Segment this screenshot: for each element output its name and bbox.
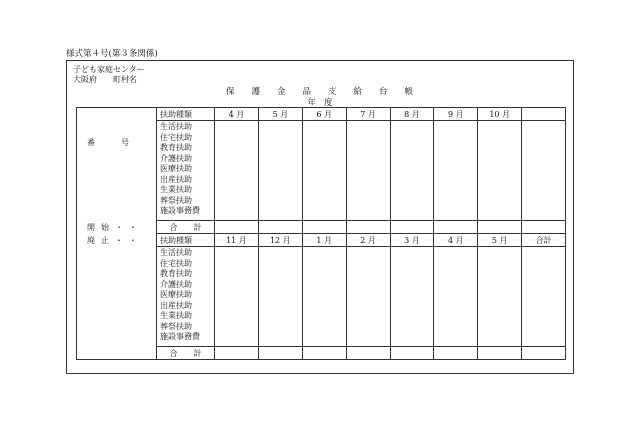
ledger-table — [76, 107, 566, 360]
amount-cell[interactable] — [434, 247, 478, 347]
aid-item: 葬祭扶助 — [160, 321, 192, 331]
total-cell[interactable] — [522, 221, 566, 234]
month-header: 5 月 — [258, 108, 302, 121]
title-char: 護 — [251, 87, 261, 97]
total-cell[interactable] — [390, 347, 434, 360]
items-row-first — [77, 121, 566, 221]
title-char: 金 — [276, 87, 287, 97]
total-row-first — [77, 221, 566, 234]
aid-item: 介護扶助 — [160, 279, 192, 289]
month-header: 6 月 — [302, 108, 346, 121]
category-header: 扶助種類 — [157, 108, 215, 121]
aid-item: 生業扶助 — [160, 185, 192, 194]
month-header — [522, 108, 566, 121]
aid-item: 生活扶助 — [160, 122, 192, 131]
aid-item: 生業扶助 — [160, 311, 192, 320]
total-cell[interactable] — [346, 221, 390, 234]
side-cell — [77, 247, 157, 347]
aid-item: 医療扶助 — [160, 290, 192, 299]
month-header: 12 月 — [258, 234, 302, 247]
title-char: 帳 — [404, 87, 415, 97]
total-cell[interactable] — [478, 347, 522, 360]
number-label: 番 号 — [87, 137, 129, 147]
category-header: 扶助種類 — [157, 234, 215, 247]
amount-cell[interactable] — [478, 121, 522, 221]
month-header: 9 月 — [434, 108, 478, 121]
fiscal-year-char: 年 — [307, 98, 316, 108]
aid-item: 葬祭扶助 — [160, 195, 192, 205]
number-cell — [77, 121, 157, 221]
total-cell[interactable] — [258, 221, 302, 234]
amount-cell[interactable] — [478, 247, 522, 347]
aid-item: 施設事務費 — [160, 206, 200, 215]
total-label: 合 計 — [157, 221, 215, 234]
side-cell — [77, 108, 157, 121]
total-cell[interactable] — [390, 221, 434, 234]
start-cell — [77, 221, 157, 234]
total-cell[interactable] — [434, 221, 478, 234]
month-header: 10 月 — [478, 108, 522, 121]
office-name: 子ども家庭センター — [73, 65, 145, 74]
end-label: 廃 止 ・ ・ — [87, 235, 137, 245]
aid-category-list — [157, 121, 215, 221]
title-char: 台 — [379, 87, 389, 97]
month-header: 5 月 — [478, 234, 522, 247]
fiscal-year-char: 度 — [324, 98, 333, 108]
start-label: 開 始 ・ ・ — [87, 222, 137, 232]
aid-item: 施設事務費 — [160, 332, 200, 341]
month-header: 3 月 — [390, 234, 434, 247]
aid-item: 介護扶助 — [160, 153, 192, 163]
month-header: 2 月 — [346, 234, 390, 247]
title-char: 給 — [353, 87, 364, 97]
amount-cell[interactable] — [302, 121, 346, 221]
total-cell[interactable] — [434, 347, 478, 360]
office-block — [73, 65, 145, 85]
total-label: 合 計 — [157, 347, 215, 360]
ledger-form — [66, 60, 574, 374]
end-cell — [77, 234, 157, 247]
total-cell[interactable] — [302, 221, 346, 234]
amount-cell[interactable] — [390, 121, 434, 221]
month-header: 8 月 — [390, 108, 434, 121]
aid-category-list — [157, 247, 215, 347]
month-header: 7 月 — [346, 108, 390, 121]
total-cell[interactable] — [258, 347, 302, 360]
total-cell[interactable] — [215, 221, 259, 234]
amount-cell[interactable] — [522, 121, 566, 221]
month-header: 合計 — [522, 234, 566, 247]
amount-cell[interactable] — [302, 247, 346, 347]
month-header: 4 月 — [434, 234, 478, 247]
amount-cell[interactable] — [522, 247, 566, 347]
total-cell[interactable] — [215, 347, 259, 360]
total-cell[interactable] — [478, 221, 522, 234]
total-row-second — [77, 347, 566, 360]
aid-item: 教育扶助 — [160, 143, 192, 152]
amount-cell[interactable] — [390, 247, 434, 347]
aid-item: 教育扶助 — [160, 269, 192, 278]
amount-cell[interactable] — [346, 121, 390, 221]
amount-cell[interactable] — [215, 247, 259, 347]
header-row-first — [77, 108, 566, 121]
amount-cell[interactable] — [258, 121, 302, 221]
total-cell[interactable] — [522, 347, 566, 360]
title-char: 保 — [225, 87, 236, 97]
form-number: 様式第４号(第３条関係) — [66, 49, 158, 59]
items-row-second — [77, 247, 566, 347]
side-cell — [77, 347, 157, 360]
month-header: 1 月 — [302, 234, 346, 247]
municipality: 大阪府 町村名 — [73, 75, 137, 84]
title-char: 支 — [328, 87, 338, 97]
header-row-second — [77, 234, 566, 247]
amount-cell[interactable] — [215, 121, 259, 221]
amount-cell[interactable] — [258, 247, 302, 347]
month-header: 11 月 — [215, 234, 259, 247]
total-cell[interactable] — [346, 347, 390, 360]
amount-cell[interactable] — [434, 121, 478, 221]
total-cell[interactable] — [302, 347, 346, 360]
aid-item: 住宅扶助 — [160, 132, 192, 142]
aid-item: 生活扶助 — [160, 248, 192, 257]
title-char: 品 — [302, 87, 312, 97]
aid-item: 出産扶助 — [160, 300, 192, 310]
aid-item: 出産扶助 — [160, 174, 192, 184]
amount-cell[interactable] — [346, 247, 390, 347]
aid-item: 医療扶助 — [160, 164, 192, 173]
month-header: 4 月 — [215, 108, 259, 121]
aid-item: 住宅扶助 — [160, 258, 192, 268]
